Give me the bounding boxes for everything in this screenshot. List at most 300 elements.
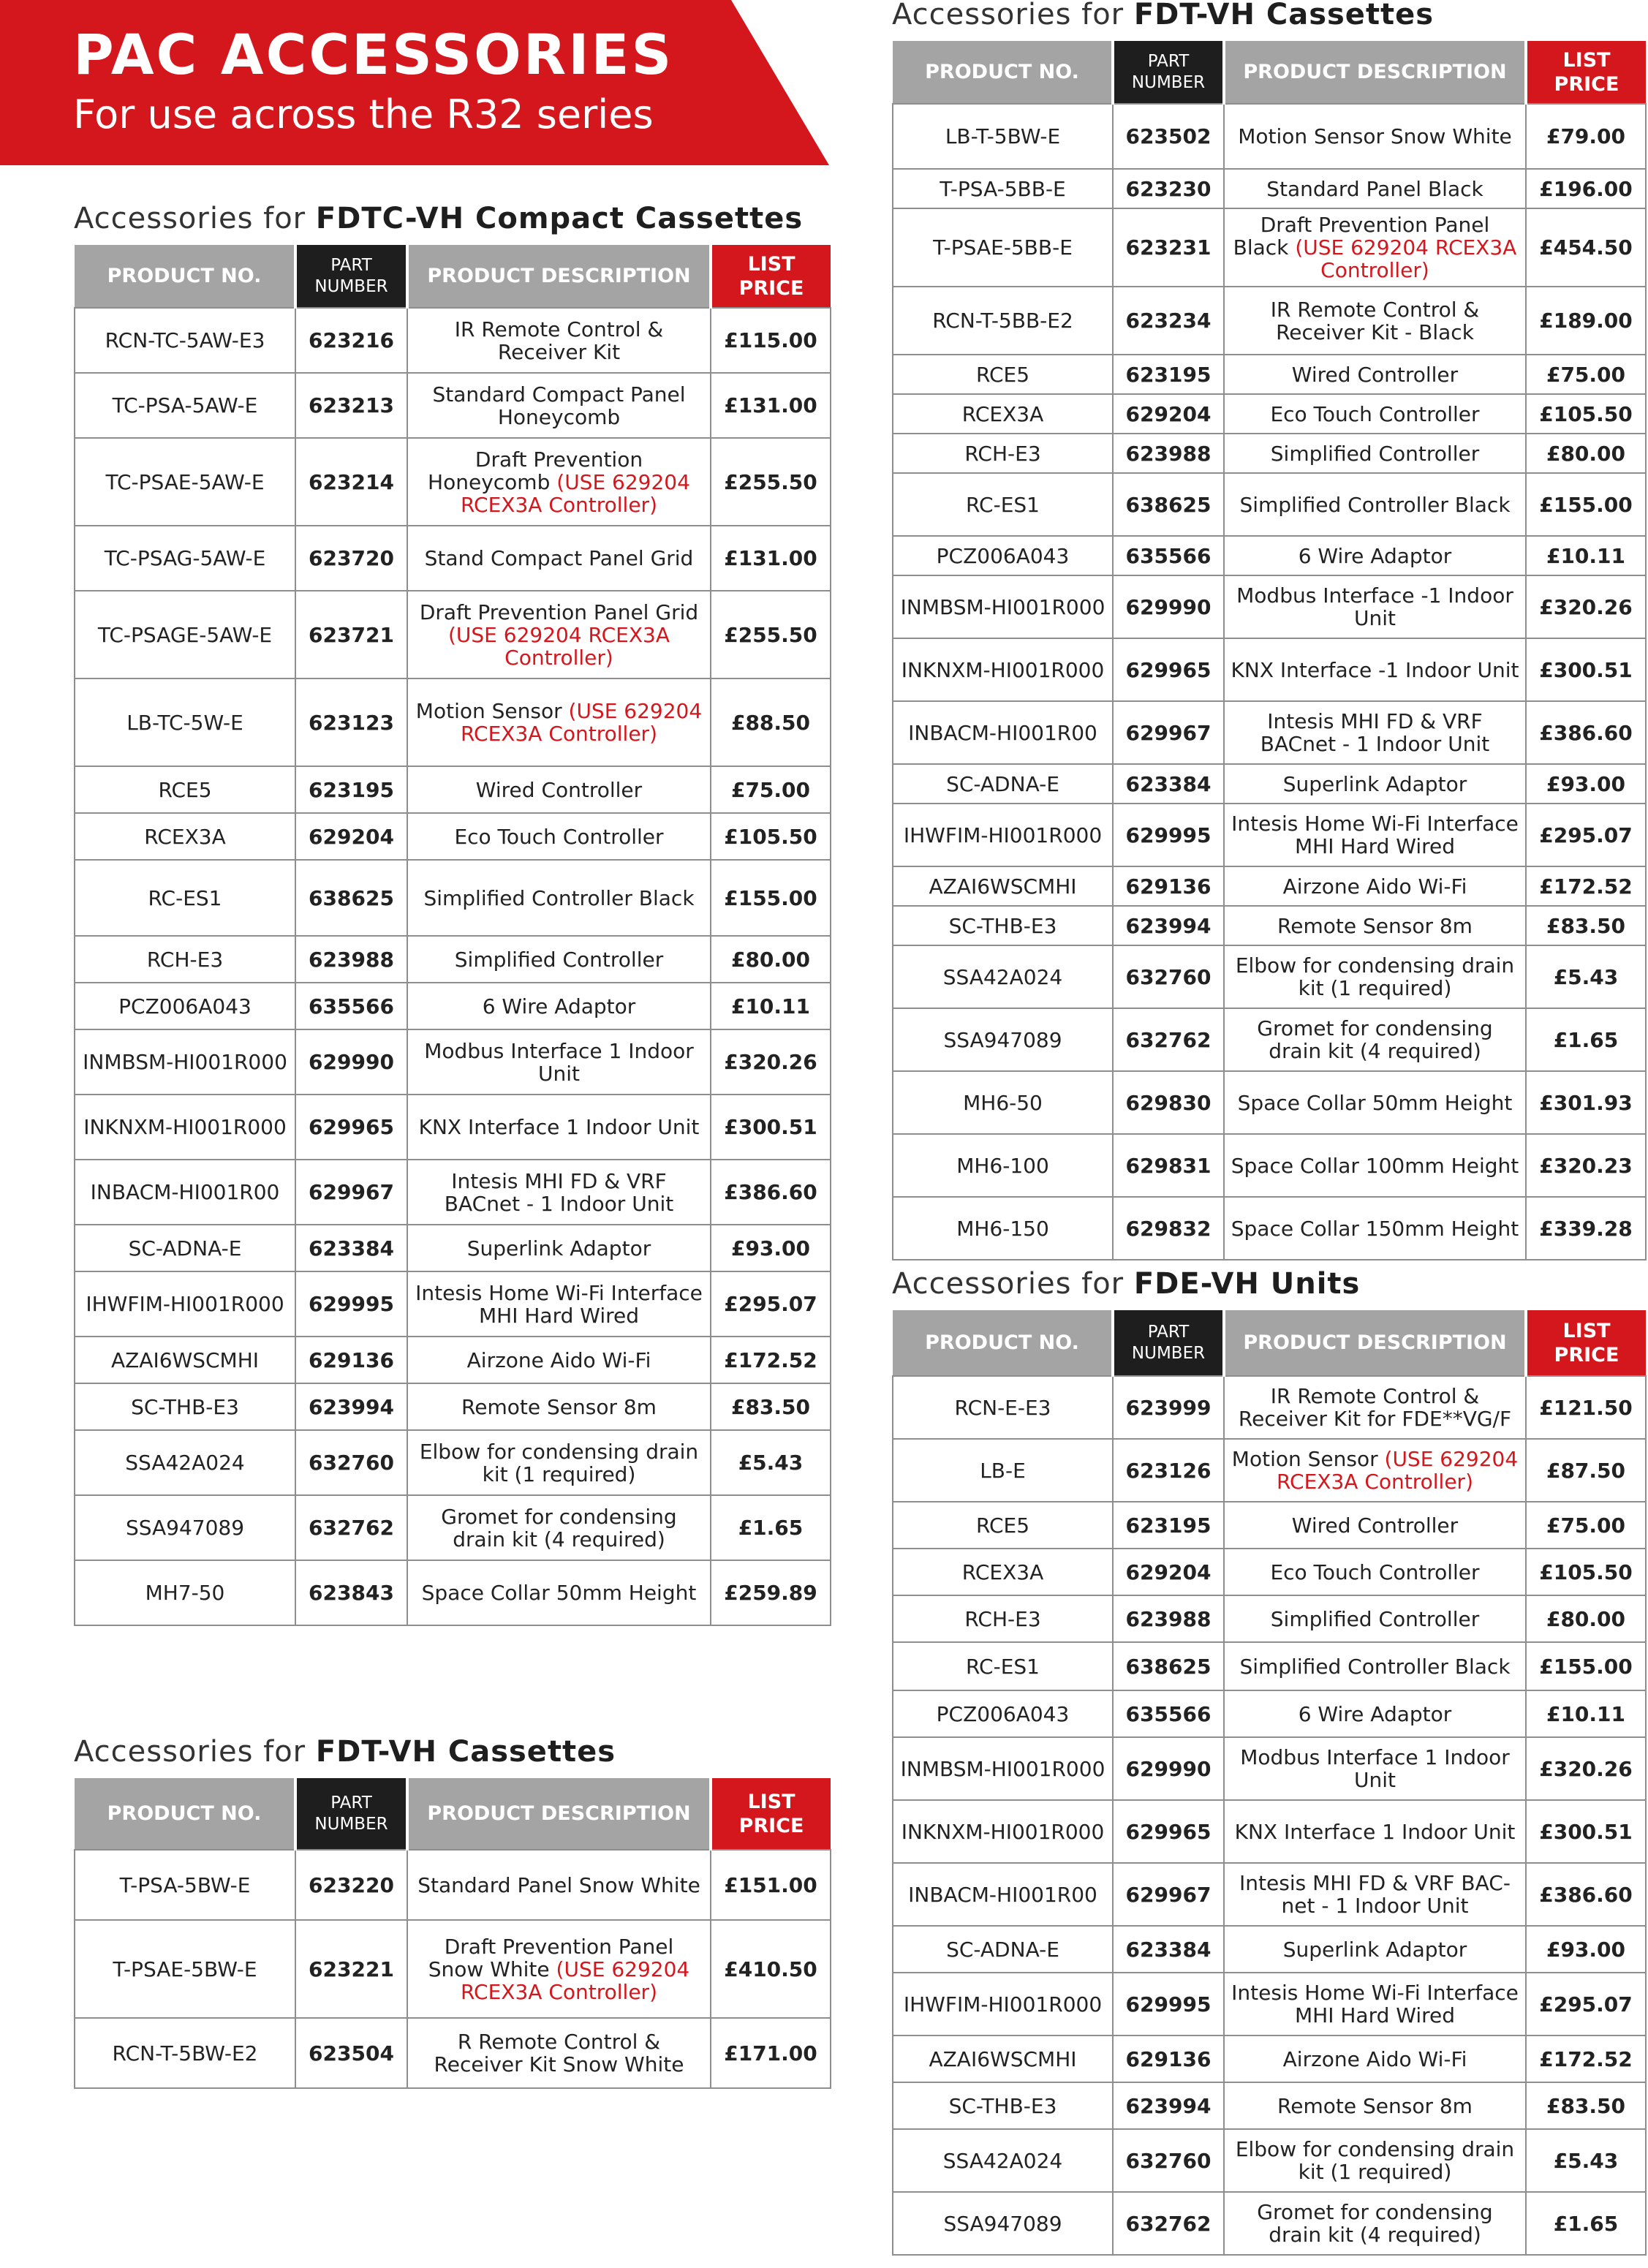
description-cell — [1224, 1197, 1526, 1260]
list-price-cell: £155.00 — [711, 860, 831, 936]
description-text: Space Collar 100mm Height — [1231, 1153, 1519, 1178]
description-cell — [407, 983, 711, 1029]
product-no-cell: SSA42A024 — [893, 945, 1113, 1008]
part-number-cell: 629136 — [295, 1337, 407, 1383]
part-number-cell: 623999 — [1113, 1376, 1224, 1439]
table-row — [75, 766, 831, 813]
table-header-row — [893, 41, 1646, 104]
description-cell — [407, 936, 711, 983]
header-product-no: PRODUCT NO. — [75, 1778, 295, 1850]
product-no-cell: PCZ006A043 — [893, 536, 1113, 575]
product-no-cell: RCN-T-5BW-E2 — [75, 2018, 295, 2088]
table-row — [75, 1337, 831, 1383]
table-row — [75, 1430, 831, 1495]
part-number-cell: 629965 — [1113, 1800, 1224, 1863]
list-price-cell: £5.43 — [711, 1430, 831, 1495]
list-price-cell: £172.52 — [711, 1337, 831, 1383]
table-row — [75, 1029, 831, 1095]
description-cell — [407, 1850, 711, 1920]
product-no-cell: INMBSM-HI001R000 — [893, 1737, 1113, 1800]
table-row — [893, 1863, 1646, 1926]
table-row — [893, 1642, 1646, 1690]
description-cell — [1224, 434, 1526, 473]
description-text: KNX Interface 1 Indoor Unit — [418, 1115, 700, 1139]
list-price-cell: £79.00 — [1526, 104, 1646, 169]
list-price-cell: £300.51 — [1526, 638, 1646, 701]
table-row — [75, 1225, 831, 1271]
part-number-cell: 629204 — [1113, 394, 1224, 434]
part-number-cell: 623502 — [1113, 104, 1224, 169]
description-cell — [407, 2018, 711, 2088]
description-cell — [1224, 945, 1526, 1008]
list-price-cell: £320.23 — [1526, 1134, 1646, 1197]
description-cell — [1224, 1690, 1526, 1737]
description-text: Eco Touch Controller — [454, 824, 664, 849]
part-number-cell: 629831 — [1113, 1134, 1224, 1197]
part-number-cell: 629830 — [1113, 1071, 1224, 1134]
description-cell — [407, 1160, 711, 1225]
part-number-cell: 623230 — [1113, 169, 1224, 208]
part-number-cell: 623126 — [1113, 1439, 1224, 1502]
part-number-cell: 623994 — [295, 1383, 407, 1430]
table-row — [75, 2018, 831, 2088]
product-no-cell: INKNXM-HI001R000 — [893, 1800, 1113, 1863]
table-row — [75, 1495, 831, 1560]
description-text: Intesis MHI FD & VRF BACnet - 1 Indoor Unit — [444, 1168, 674, 1216]
part-number-cell: 629965 — [1113, 638, 1224, 701]
product-no-cell: RC-ES1 — [893, 1642, 1113, 1690]
accessories-table — [892, 1310, 1647, 2256]
part-number-cell: 623988 — [295, 936, 407, 983]
header-product-no: PRODUCT NO. — [75, 245, 295, 308]
product-no-cell: T-PSA-5BW-E — [75, 1850, 295, 1920]
table-row — [893, 906, 1646, 945]
part-number-cell: 623720 — [295, 526, 407, 591]
description-text: Simplified Controller — [1270, 441, 1480, 466]
header-product-description: PRODUCT DESCRIPTION — [407, 1778, 711, 1850]
part-number-cell: 629204 — [295, 813, 407, 860]
product-no-cell: RCH-E3 — [893, 434, 1113, 473]
section-title-prefix: Accessories for — [892, 0, 1125, 31]
table-row — [893, 575, 1646, 638]
description-text: Intesis Home Wi-Fi Interface MHI Hard Wired — [1231, 1981, 1519, 2027]
table-row — [75, 936, 831, 983]
product-no-cell: SSA947089 — [893, 2192, 1113, 2255]
description-cell — [1224, 804, 1526, 866]
header-product-no: PRODUCT NO. — [893, 41, 1113, 104]
list-price-cell: £295.07 — [1526, 804, 1646, 866]
list-price-cell: £5.43 — [1526, 945, 1646, 1008]
header-part-number: PART NUMBER — [1113, 1310, 1224, 1376]
description-cell — [407, 1337, 711, 1383]
product-no-cell: INBACM-HI001R00 — [893, 701, 1113, 764]
description-cell — [407, 860, 711, 936]
list-price-cell: £454.50 — [1526, 208, 1646, 287]
part-number-cell: 635566 — [295, 983, 407, 1029]
description-cell — [1224, 355, 1526, 394]
list-price-cell: £386.60 — [1526, 1863, 1646, 1926]
part-number-cell: 629965 — [295, 1095, 407, 1160]
part-number-cell: 632762 — [295, 1495, 407, 1560]
description-cell — [1224, 638, 1526, 701]
description-text: Draft Prevention Panel Black — [1233, 213, 1490, 260]
table-row — [893, 208, 1646, 287]
product-no-cell: RCH-E3 — [893, 1595, 1113, 1642]
product-no-cell: AZAI6WSCMHI — [75, 1337, 295, 1383]
product-no-cell: LB-TC-5W-E — [75, 678, 295, 766]
description-text: KNX Interface -1 Indoor Unit — [1231, 657, 1519, 682]
accessories-table — [74, 1778, 831, 2089]
product-no-cell: PCZ006A043 — [75, 983, 295, 1029]
list-price-cell: £300.51 — [711, 1095, 831, 1160]
table-row — [75, 1850, 831, 1920]
list-price-cell: £105.50 — [711, 813, 831, 860]
list-price-cell: £151.00 — [711, 1850, 831, 1920]
table-row — [75, 526, 831, 591]
part-number-cell: 632762 — [1113, 1008, 1224, 1071]
section-fdt-vh-left — [74, 1733, 830, 2089]
header-part-number: PART NUMBER — [295, 245, 407, 308]
description-text: 6 Wire Adaptor — [1298, 543, 1452, 568]
section-title-product: FDT-VH Cassettes — [1133, 0, 1435, 31]
list-price-cell: £172.52 — [1526, 866, 1646, 906]
product-no-cell: RCEX3A — [893, 394, 1113, 434]
description-text: Superlink Adaptor — [466, 1236, 651, 1260]
part-number-cell: 623843 — [295, 1560, 407, 1625]
description-text: Airzone Aido Wi-Fi — [1282, 874, 1467, 899]
list-price-cell: £1.65 — [1526, 1008, 1646, 1071]
description-cell — [407, 1029, 711, 1095]
description-text: Space Collar 50mm Height — [421, 1581, 697, 1605]
product-no-cell: SC-THB-E3 — [893, 2082, 1113, 2129]
description-cell — [1224, 1973, 1526, 2035]
product-no-cell: TC-PSAG-5AW-E — [75, 526, 295, 591]
product-no-cell: SSA947089 — [75, 1495, 295, 1560]
table-row — [75, 308, 831, 373]
part-number-cell: 623221 — [295, 1920, 407, 2018]
description-text: Modbus Interface 1 Indoor Unit — [1240, 1745, 1510, 1792]
product-no-cell: T-PSAE-5BW-E — [75, 1920, 295, 2018]
description-text: Elbow for condensing drain kit (1 required) — [419, 1439, 699, 1486]
list-price-cell: £171.00 — [711, 2018, 831, 2088]
list-price-cell: £115.00 — [711, 308, 831, 373]
description-cell — [407, 1383, 711, 1430]
part-number-cell: 623384 — [295, 1225, 407, 1271]
list-price-cell: £300.51 — [1526, 1800, 1646, 1863]
list-price-cell: £121.50 — [1526, 1376, 1646, 1439]
table-row — [75, 860, 831, 936]
description-cell — [1224, 2192, 1526, 2255]
table-row — [893, 764, 1646, 804]
list-price-cell: £386.60 — [1526, 701, 1646, 764]
product-no-cell: MH7-50 — [75, 1560, 295, 1625]
description-cell — [407, 1430, 711, 1495]
section-title — [892, 1265, 1645, 1310]
section-title-product: FDE-VH Units — [1133, 1267, 1361, 1301]
product-no-cell: SC-ADNA-E — [893, 1926, 1113, 1973]
table-row — [893, 104, 1646, 169]
list-price-cell: £386.60 — [711, 1160, 831, 1225]
list-price-cell: £410.50 — [711, 1920, 831, 2018]
table-row — [893, 1008, 1646, 1071]
description-text: Remote Sensor 8m — [1277, 2093, 1473, 2118]
table-row — [893, 1737, 1646, 1800]
description-text: Remote Sensor 8m — [1277, 913, 1473, 938]
description-cell — [1224, 2035, 1526, 2082]
product-no-cell: INMBSM-HI001R000 — [75, 1029, 295, 1095]
part-number-cell: 638625 — [1113, 473, 1224, 536]
description-text: Stand Compact Panel Grid — [424, 546, 694, 570]
list-price-cell: £295.07 — [711, 1271, 831, 1337]
section-fdt-vh-right — [892, 0, 1645, 1260]
description-text: Standard Compact Panel Honeycomb — [432, 382, 686, 429]
product-no-cell: LB-E — [893, 1439, 1113, 1502]
part-number-cell: 629832 — [1113, 1197, 1224, 1260]
table-row — [893, 1502, 1646, 1549]
part-number-cell: 629995 — [1113, 804, 1224, 866]
description-text: Draft Prevention Panel Grid — [419, 600, 699, 624]
product-no-cell: RCH-E3 — [75, 936, 295, 983]
description-text: Motion Sensor Snow White — [1238, 124, 1512, 148]
header-list-price: LIST PRICE — [711, 245, 831, 308]
table-header-row — [893, 1310, 1646, 1376]
list-price-cell: £105.50 — [1526, 394, 1646, 434]
section-title — [74, 200, 830, 245]
header-part-number: PART NUMBER — [1113, 41, 1224, 104]
description-text: Intesis Home Wi-Fi Interface MHI Hard Wired — [1231, 812, 1519, 858]
product-no-cell: INMBSM-HI001R000 — [893, 575, 1113, 638]
table-row — [75, 373, 831, 438]
list-price-cell: £196.00 — [1526, 169, 1646, 208]
description-text: Simplified Controller Black — [423, 885, 695, 910]
product-no-cell: PCZ006A043 — [893, 1690, 1113, 1737]
description-text: Superlink Adaptor — [1282, 771, 1467, 796]
section-title — [74, 1733, 830, 1778]
table-row — [893, 287, 1646, 355]
description-text: 6 Wire Adaptor — [482, 994, 636, 1018]
list-price-cell: £320.26 — [1526, 575, 1646, 638]
product-no-cell: AZAI6WSCMHI — [893, 866, 1113, 906]
table-row — [893, 1197, 1646, 1260]
table-row — [893, 2035, 1646, 2082]
description-cell — [1224, 536, 1526, 575]
description-text: Space Collar 150mm Height — [1231, 1216, 1519, 1241]
list-price-cell: £259.89 — [711, 1560, 831, 1625]
description-cell — [1224, 1642, 1526, 1690]
list-price-cell: £131.00 — [711, 373, 831, 438]
part-number-cell: 632760 — [1113, 945, 1224, 1008]
product-no-cell: MH6-150 — [893, 1197, 1113, 1260]
description-cell — [1224, 394, 1526, 434]
description-cell — [1224, 1376, 1526, 1439]
description-cell — [407, 1560, 711, 1625]
table-row — [893, 1690, 1646, 1737]
header-product-description: PRODUCT DESCRIPTION — [1224, 41, 1526, 104]
description-text: Airzone Aido Wi-Fi — [1282, 2046, 1467, 2071]
description-cell — [1224, 1549, 1526, 1595]
table-row — [75, 1160, 831, 1225]
product-no-cell: SC-THB-E3 — [893, 906, 1113, 945]
list-price-cell: £105.50 — [1526, 1549, 1646, 1595]
description-text: Simplified Controller — [1270, 1606, 1480, 1631]
list-price-cell: £131.00 — [711, 526, 831, 591]
table-row — [75, 591, 831, 678]
description-cell — [1224, 1926, 1526, 1973]
list-price-cell: £189.00 — [1526, 287, 1646, 355]
description-text: Wired Controller — [475, 777, 643, 802]
description-text: Draft Prevention Panel Snow White — [428, 1934, 674, 1981]
description-cell — [1224, 104, 1526, 169]
description-cell — [407, 1095, 711, 1160]
list-price-cell: £255.50 — [711, 438, 831, 526]
table-row — [75, 1271, 831, 1337]
description-cell — [1224, 1863, 1526, 1926]
table-row — [893, 1134, 1646, 1197]
description-cell — [407, 1920, 711, 2018]
product-no-cell: RCN-TC-5AW-E3 — [75, 308, 295, 373]
description-text: Wired Controller — [1291, 362, 1459, 387]
part-number-cell: 623384 — [1113, 1926, 1224, 1973]
section-fdtc-vh-compact — [74, 200, 830, 1626]
table-row — [893, 1595, 1646, 1642]
part-number-cell: 623216 — [295, 308, 407, 373]
description-cell — [1224, 1439, 1526, 1502]
product-no-cell: IHWFIM-HI001R000 — [893, 804, 1113, 866]
list-price-cell: £93.00 — [1526, 1926, 1646, 1973]
list-price-cell: £1.65 — [1526, 2192, 1646, 2255]
table-row — [893, 536, 1646, 575]
table-header-row — [75, 245, 831, 308]
table-row — [893, 1973, 1646, 2035]
header-product-description: PRODUCT DESCRIPTION — [1224, 1310, 1526, 1376]
table-row — [893, 1071, 1646, 1134]
table-row — [893, 638, 1646, 701]
description-text: Motion Sensor — [415, 699, 562, 723]
description-text: 6 Wire Adaptor — [1298, 1701, 1452, 1726]
list-price-cell: £87.50 — [1526, 1439, 1646, 1502]
list-price-cell: £172.52 — [1526, 2035, 1646, 2082]
description-text: Modbus Interface -1 Indoor Unit — [1236, 583, 1513, 630]
product-no-cell: INKNXM-HI001R000 — [893, 638, 1113, 701]
product-no-cell: AZAI6WSCMHI — [893, 2035, 1113, 2082]
description-text: Wired Controller — [1291, 1513, 1459, 1538]
list-price-cell: £83.50 — [1526, 906, 1646, 945]
description-text: Airzone Aido Wi-Fi — [466, 1347, 651, 1372]
description-cell — [1224, 1134, 1526, 1197]
description-text: Gromet for condensing drain kit (4 required) — [1257, 1016, 1493, 1063]
table-row — [893, 1439, 1646, 1502]
table-row — [893, 1926, 1646, 1973]
part-number-cell: 623988 — [1113, 1595, 1224, 1642]
product-no-cell: RC-ES1 — [75, 860, 295, 936]
table-row — [893, 2082, 1646, 2129]
part-number-cell: 623988 — [1113, 434, 1224, 473]
description-cell — [1224, 1595, 1526, 1642]
section-title-product: FDT-VH Cassettes — [315, 1735, 616, 1769]
product-no-cell: RCEX3A — [893, 1549, 1113, 1595]
product-no-cell: RC-ES1 — [893, 473, 1113, 536]
product-no-cell: RCE5 — [75, 766, 295, 813]
accessories-table — [74, 245, 831, 1626]
header-part-number: PART NUMBER — [295, 1778, 407, 1850]
description-cell — [407, 813, 711, 860]
table-row — [75, 1383, 831, 1430]
section-title-prefix: Accessories for — [74, 202, 306, 235]
controller-note: (USE 629204 RCEX3A Controller) — [1295, 235, 1517, 282]
part-number-cell: 632762 — [1113, 2192, 1224, 2255]
table-row — [893, 2192, 1646, 2255]
description-text: Simplified Controller — [454, 947, 664, 972]
part-number-cell: 635566 — [1113, 1690, 1224, 1737]
description-cell — [1224, 2129, 1526, 2192]
table-row — [893, 701, 1646, 764]
part-number-cell: 632760 — [1113, 2129, 1224, 2192]
part-number-cell: 623195 — [1113, 355, 1224, 394]
description-cell — [407, 591, 711, 678]
product-no-cell: T-PSAE-5BB-E — [893, 208, 1113, 287]
description-cell — [1224, 2082, 1526, 2129]
header-list-price: LIST PRICE — [1526, 1310, 1646, 1376]
description-cell — [1224, 764, 1526, 804]
list-price-cell: £80.00 — [711, 936, 831, 983]
list-price-cell: £339.28 — [1526, 1197, 1646, 1260]
part-number-cell: 629995 — [295, 1271, 407, 1337]
part-number-cell: 629967 — [295, 1160, 407, 1225]
part-number-cell: 632760 — [295, 1430, 407, 1495]
list-price-cell: £75.00 — [711, 766, 831, 813]
description-cell — [1224, 473, 1526, 536]
product-no-cell: INBACM-HI001R00 — [893, 1863, 1113, 1926]
product-no-cell: SC-ADNA-E — [893, 764, 1113, 804]
table-row — [893, 473, 1646, 536]
product-no-cell: MH6-100 — [893, 1134, 1113, 1197]
part-number-cell: 629204 — [1113, 1549, 1224, 1595]
description-text: Simplified Controller Black — [1239, 1654, 1511, 1679]
table-row — [75, 983, 831, 1029]
list-price-cell: £93.00 — [1526, 764, 1646, 804]
description-cell — [1224, 575, 1526, 638]
list-price-cell: £10.11 — [711, 983, 831, 1029]
controller-note: (USE 629204 RCEX3A Controller) — [460, 699, 703, 746]
table-row — [75, 678, 831, 766]
description-text: Remote Sensor 8m — [461, 1394, 657, 1419]
table-row — [893, 866, 1646, 906]
list-price-cell: £80.00 — [1526, 434, 1646, 473]
description-cell — [1224, 866, 1526, 906]
description-text: IR Remote Control & Receiver Kit - Black — [1270, 297, 1480, 344]
list-price-cell: £1.65 — [711, 1495, 831, 1560]
description-cell — [407, 526, 711, 591]
part-number-cell: 629136 — [1113, 866, 1224, 906]
product-no-cell: IHWFIM-HI001R000 — [75, 1271, 295, 1337]
table-row — [893, 394, 1646, 434]
list-price-cell: £93.00 — [711, 1225, 831, 1271]
description-cell — [1224, 1071, 1526, 1134]
description-text: Superlink Adaptor — [1282, 1937, 1467, 1962]
header-product-description: PRODUCT DESCRIPTION — [407, 245, 711, 308]
description-cell — [1224, 287, 1526, 355]
product-no-cell: INBACM-HI001R00 — [75, 1160, 295, 1225]
description-text: Motion Sensor — [1231, 1447, 1378, 1471]
description-text: Space Collar 50mm Height — [1237, 1090, 1513, 1115]
list-price-cell: £88.50 — [711, 678, 831, 766]
table-row — [75, 813, 831, 860]
part-number-cell: 623231 — [1113, 208, 1224, 287]
description-text: Modbus Interface 1 Indoor Unit — [424, 1038, 694, 1086]
part-number-cell: 623195 — [1113, 1502, 1224, 1549]
header-list-price: LIST PRICE — [711, 1778, 831, 1850]
product-no-cell: TC-PSAE-5AW-E — [75, 438, 295, 526]
